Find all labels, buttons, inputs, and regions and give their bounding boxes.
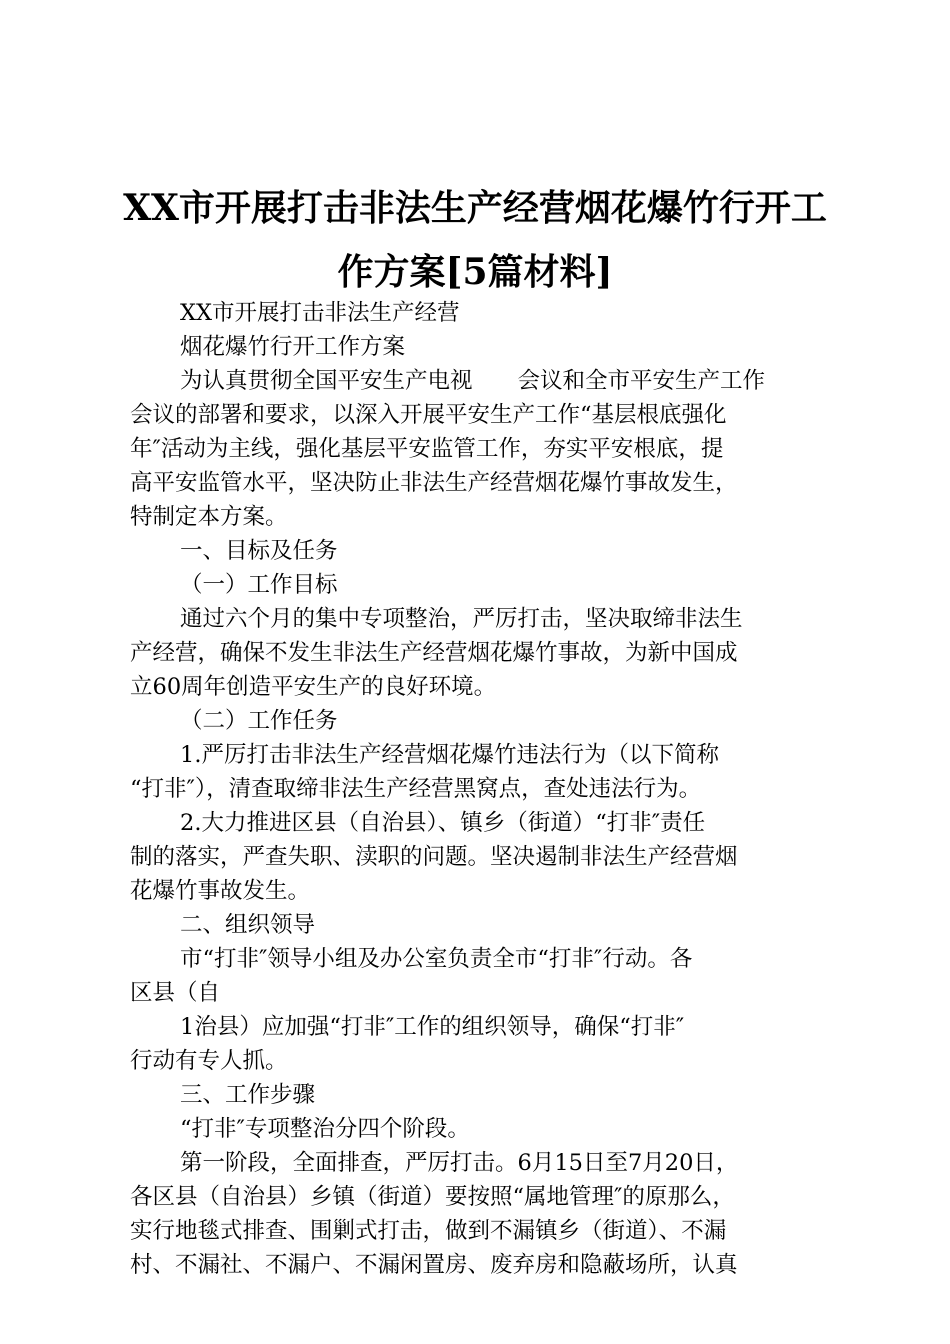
body-line: 立60周年创造平安生产的良好环境。 [130,674,497,700]
body-line: 区县（自 [130,980,221,1006]
body-line: 年″活动为主线，强化基层平安监管工作，夯实平安根底，提 [130,436,724,462]
body-line: 特制定本方案。 [130,504,288,530]
title-line-1: XX市开展打击非法生产经营烟花爆竹行开工 [123,187,827,229]
body-line: 各区县（自治县）乡镇（街道）要按照“属地管理″的原那么， [130,1184,735,1210]
body-line: 三、工作步骤 [180,1082,316,1108]
body-line: 2.大力推进区县（自治县）、镇乡（街道）“打非″责任 [180,810,706,836]
body-line: 实行地毯式排查、围剿式打击，做到不漏镇乡（街道）、不漏 [130,1218,727,1244]
body-line: XX市开展打击非法生产经营 [180,300,460,326]
title-line-2: 作方案[5篇材料] [337,251,613,293]
body-line: 制的落实，严查失职、渎职的问题。坚决遏制非法生产经营烟 [130,844,738,870]
document-body [130,296,830,1282]
body-line: 第一阶段，全面排查，严厉打击。6月15日至7月20日， [180,1150,739,1176]
body-line: 产经营，确保不发生非法生产经营烟花爆竹事故，为新中国成 [130,640,738,666]
body-line: 二、组织领导 [180,912,316,938]
body-line: 村、不漏社、不漏户、不漏闲置房、废弃房和隐蔽场所，认真 [130,1252,738,1278]
body-line: 1治县）应加强“打非″工作的组织领导，确保“打非″ [180,1014,685,1040]
body-line: 通过六个月的集中专项整治，严厉打击，坚决取缔非法生 [180,606,743,632]
body-line: 市“打非″领导小组及办公室负责全市“打非″行动。各 [180,946,693,972]
body-line: “打非″专项整治分四个阶段。 [180,1116,470,1142]
body-line: 为认真贯彻全国平安生产电视 会议和全市平安生产工作 [180,368,766,394]
body-line: 行动有专人抓。 [130,1048,288,1074]
body-line: （一）工作目标 [180,572,338,598]
document-title [110,176,840,304]
body-line: （二）工作任务 [180,708,338,734]
body-line: 会议的部署和要求，以深入开展平安生产工作“基层根底强化 [130,402,727,428]
body-line: 花爆竹事故发生。 [130,878,311,904]
body-line: 一、目标及任务 [180,538,338,564]
body-line: 高平安监管水平，坚决防止非法生产经营烟花爆竹事故发生， [130,470,738,496]
body-line: “打非″），清查取缔非法生产经营黑窝点，查处违法行为。 [130,776,702,802]
body-line: 烟花爆竹行开工作方案 [180,334,406,360]
body-line: 1.严厉打击非法生产经营烟花爆竹违法行为（以下简称 [180,742,719,768]
